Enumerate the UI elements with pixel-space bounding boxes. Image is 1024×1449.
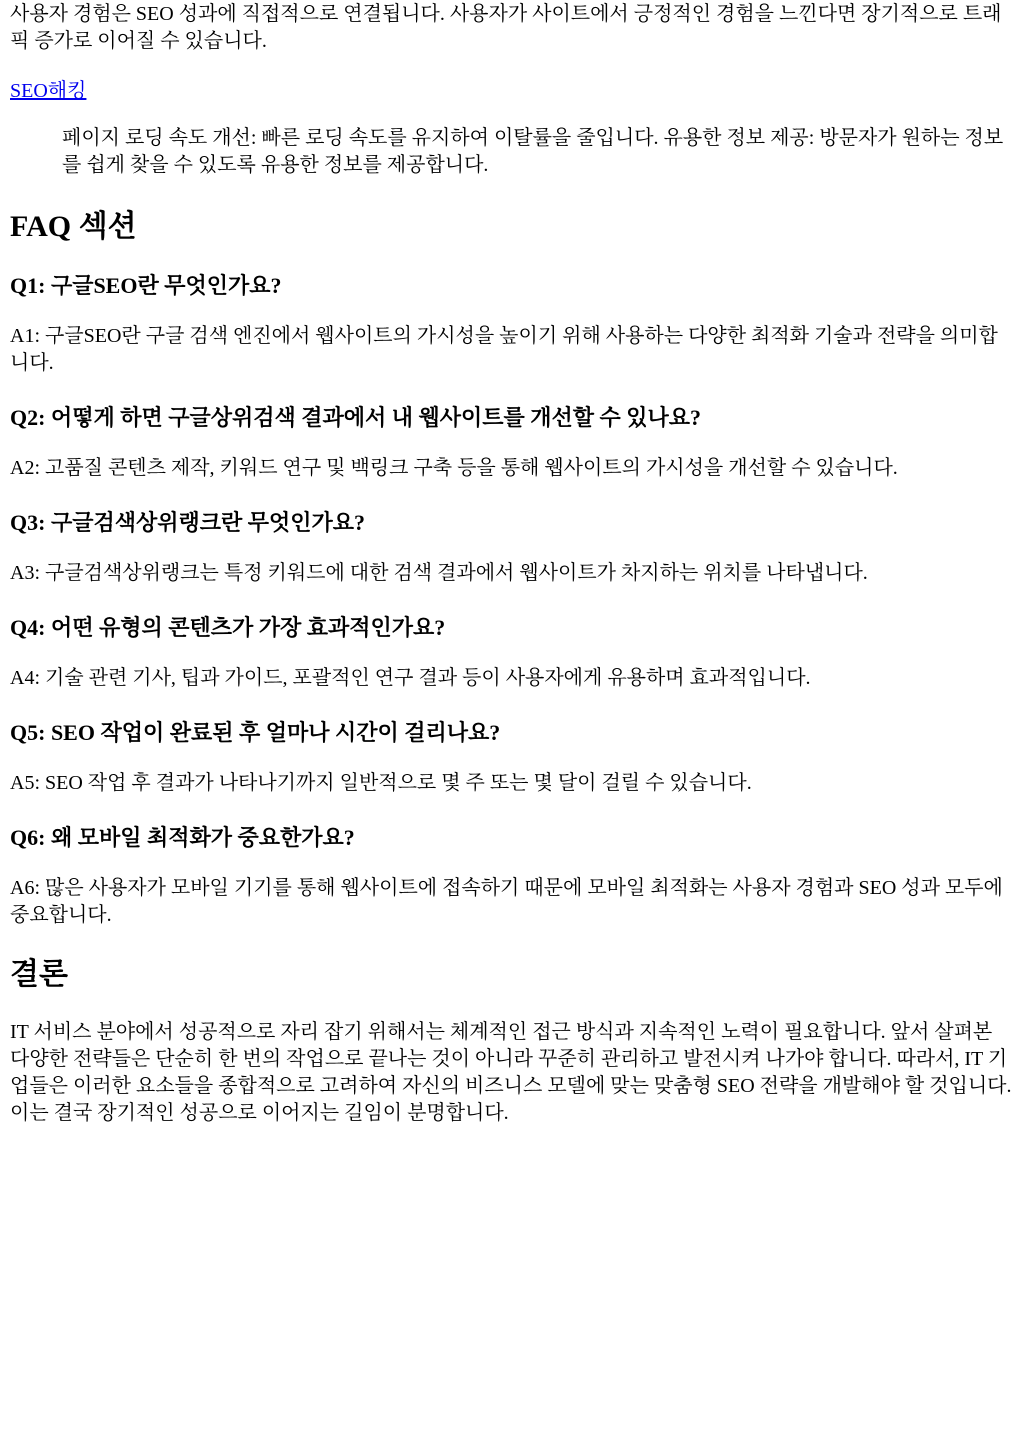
tips-blockquote: 페이지 로딩 속도 개선: 빠른 로딩 속도를 유지하여 이탈률을 줄입니다. 유용한 정보 제공: 방문자가 원하는 정보를 쉽게 찾을 수 있도록 유용한 정보를 제공합니다. [62, 127, 1004, 176]
faq-question-2: Q2: 어떻게 하면 구글상위검색 결과에서 내 웹사이트를 개선할 수 있나요? [10, 405, 701, 430]
faq-answer-5: A5: SEO 작업 후 결과가 나타나기까지 일반적으로 몇 주 또는 몇 달이 걸릴 수 있습니다. [10, 772, 752, 794]
faq-question-4: Q4: 어떤 유형의 콘텐츠가 가장 효과적인가요? [10, 615, 446, 640]
faq-question-1: Q1: 구글SEO란 무엇인가요? [10, 273, 282, 298]
faq-answer-4: A4: 기술 관련 기사, 팁과 가이드, 포괄적인 연구 결과 등이 사용자에게 유용하며 효과적입니다. [10, 667, 811, 689]
conclusion-paragraph: IT 서비스 분야에서 성공적으로 자리 잡기 위해서는 체계적인 접근 방식과 지속적인 노력이 필요합니다. 앞서 살펴본 다양한 전략들은 단순히 한 번의 작업으로 끝나는 것이 아니라 꾸준히 관리하고 발전시켜 나가야 합니다. 따라서, IT 기업들은 이러한 요소들을 종합적으로 고려하여 자신의 비즈니스 모델에 맞는 맞춤형 SEO 전략을 개발해야 할 것입니다. 이는 결국 장기적인 성공으로 이어지는 길임이 분명합니다. [10, 1021, 1012, 1124]
faq-answer-6: A6: 많은 사용자가 모바일 기기를 통해 웹사이트에 접속하기 때문에 모바일 최적화는 사용자 경험과 SEO 성과 모두에 중요합니다. [10, 877, 1003, 926]
intro-paragraph: 사용자 경험은 SEO 성과에 직접적으로 연결됩니다. 사용자가 사이트에서 긍정적인 경험을 느낀다면 장기적으로 트래픽 증가로 이어질 수 있습니다. [10, 3, 1002, 52]
faq-answer-1: A1: 구글SEO란 구글 검색 엔진에서 웹사이트의 가시성을 높이기 위해 사용하는 다양한 최적화 기술과 전략을 의미합니다. [10, 325, 998, 374]
faq-answer-3: A3: 구글검색상위랭크는 특정 키워드에 대한 검색 결과에서 웹사이트가 차지하는 위치를 나타냅니다. [10, 562, 868, 584]
faq-answer-2: A2: 고품질 콘텐츠 제작, 키워드 연구 및 백링크 구축 등을 통해 웹사이트의 가시성을 개선할 수 있습니다. [10, 457, 898, 479]
link-paragraph [10, 78, 1014, 105]
faq-question-5: Q5: SEO 작업이 완료된 후 얼마나 시간이 걸리나요? [10, 720, 501, 745]
article-body [0, 1, 1024, 1127]
faq-heading: FAQ 섹션 [10, 210, 137, 243]
faq-question-6: Q6: 왜 모바일 최적화가 중요한가요? [10, 825, 355, 850]
conclusion-heading: 결론 [10, 958, 68, 991]
faq-question-3: Q3: 구글검색상위랭크란 무엇인가요? [10, 510, 365, 535]
seo-hacking-link[interactable]: SEO해킹 [10, 80, 87, 102]
